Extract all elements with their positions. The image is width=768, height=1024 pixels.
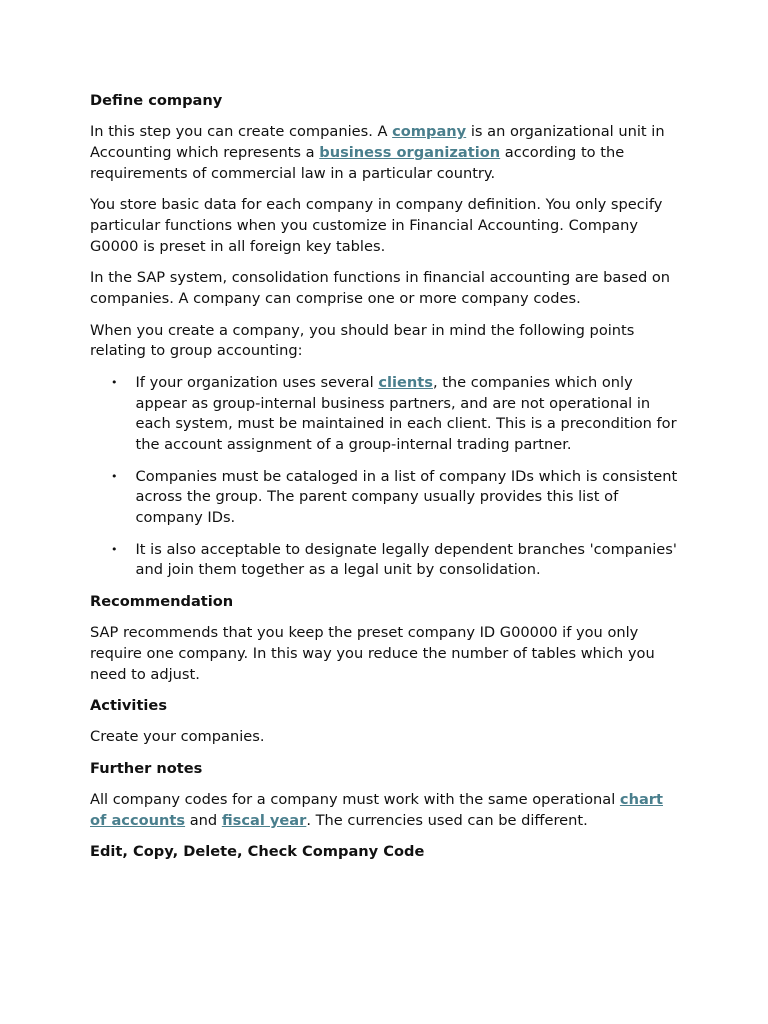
link-business-organization[interactable]: business organization (319, 144, 501, 162)
heading-activities: Activities (90, 697, 168, 715)
text-fragment: and (185, 812, 222, 830)
paragraph-group-accounting: When you create a company, you should bear in mind the following points relating to group accounting: (90, 321, 635, 360)
link-company[interactable]: company (392, 123, 467, 141)
heading-further-notes: Further notes (90, 759, 203, 777)
heading-edit-copy-delete-check: Edit, Copy, Delete, Check Company Code (90, 843, 425, 861)
text-fragment: In this step you can create companies. A (90, 123, 393, 141)
bullet-icon: • (111, 375, 118, 389)
paragraph-recommendation: SAP recommends that you keep the preset company ID G00000 if you only require one company. In this way you reduce the number of tables which you need to adjust. (90, 624, 655, 683)
paragraph-company-intro (90, 122, 678, 184)
link-clients[interactable]: clients (378, 373, 433, 391)
text-fragment: is an organizational unit in Accounting which represents a (90, 123, 665, 162)
link-fiscal-year[interactable]: fiscal year (221, 812, 307, 830)
paragraph-activities: Create your companies. (90, 728, 265, 746)
bullet-icon: • (111, 469, 118, 483)
paragraph-further-notes (90, 790, 678, 832)
paragraph-consolidation: In the SAP system, consolidation functions in financial accounting are based on companies. A company can comprise one or more company codes. (90, 269, 671, 308)
text-fragment: , the companies which only appear as group-internal business partners, and are not operational in each system, must be maintained in each client. This is a precondition for the account assignment of a group-internal trading partner. (135, 373, 677, 454)
bullet-list (90, 373, 678, 581)
link-chart-of-accounts[interactable]: chart of accounts (90, 791, 663, 830)
list-item (90, 467, 678, 529)
paragraph-basic-data: You store basic data for each company in company definition. You only specify particular functions when you customize in Financial Accounting. Company G0000 is preset in all foreign key tables. (90, 196, 663, 255)
text-fragment: If your organization uses several (135, 373, 379, 391)
text-fragment: All company codes for a company must work with the same operational (90, 791, 620, 809)
list-item (90, 373, 678, 456)
list-item (90, 540, 678, 582)
heading-recommendation: Recommendation (90, 592, 234, 610)
text-fragment: according to the requirements of commercial law in a particular country. (90, 144, 625, 182)
text-fragment: . The currencies used can be different. (306, 812, 588, 830)
list-item-text: Companies must be cataloged in a list of company IDs which is consistent across the group. The parent company usually provides this list of company IDs. (135, 467, 678, 527)
bullet-icon: • (111, 542, 118, 556)
list-item-text: It is also acceptable to designate legally dependent branches 'companies' and join them together as a legal unit by consolidation. (135, 540, 677, 579)
heading-define-company: Define company (90, 92, 223, 109)
